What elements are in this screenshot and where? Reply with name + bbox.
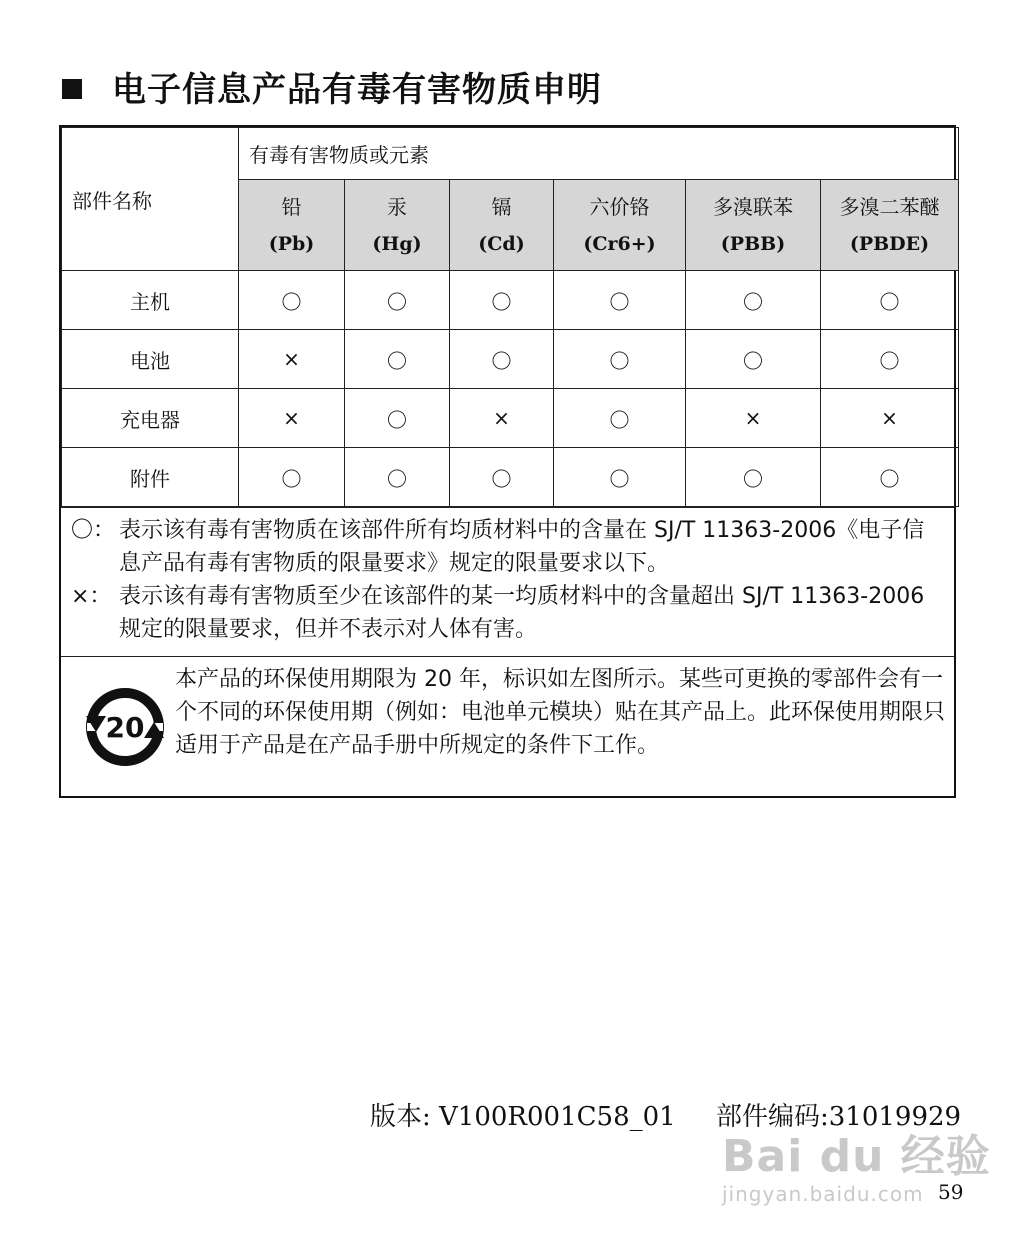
heading-text: 电子信息产品有毒有害物质申明 xyxy=(112,70,602,110)
status-mark: 〇 xyxy=(554,448,686,507)
table-row xyxy=(62,448,959,507)
version-label: 版本: V100R001C58_01 xyxy=(370,1102,676,1132)
status-mark: 〇 xyxy=(554,330,686,389)
substance-header: 汞 (Hg) xyxy=(345,180,450,271)
status-mark: 〇 xyxy=(450,448,554,507)
part-name-cell: 电池 xyxy=(62,330,239,389)
legend-symbol: 〇： xyxy=(71,518,116,543)
status-mark: 〇 xyxy=(345,389,450,448)
part-name-cell: 主机 xyxy=(62,271,239,330)
status-mark: 〇 xyxy=(821,448,959,507)
substance-header: 六价铬 (Cr6+) xyxy=(554,180,686,271)
substance-header: 多溴二苯醚 (PBDE) xyxy=(821,180,959,271)
legend-text: 表示该有毒有害物质至少在该部件的某一均质材料中的含量超出 SJ/T 11363-2006 规定的限量要求，但并不表示对人体有害。 xyxy=(119,584,925,642)
table-row xyxy=(62,389,959,448)
square-bullet-icon xyxy=(62,79,82,99)
env-period-text: 本产品的环保使用期限为 20 年，标识如左图所示。某些可更换的零部件会有一个不同的环保使用期（例如：电池单元模块）贴在其产品上。此环保使用期限只适用于产品是在产品手册中所规定的条件下工作。 xyxy=(175,667,946,758)
status-mark: 〇 xyxy=(554,389,686,448)
environmental-period-section xyxy=(61,656,954,796)
status-mark: 〇 xyxy=(686,271,821,330)
status-mark: 〇 xyxy=(450,330,554,389)
status-mark: 〇 xyxy=(554,271,686,330)
substance-header: 镉 (Cd) xyxy=(450,180,554,271)
status-mark: × xyxy=(821,389,959,448)
table-row xyxy=(62,271,959,330)
status-mark: × xyxy=(686,389,821,448)
page-heading xyxy=(62,62,602,111)
substance-group-header: 有毒有害物质或元素 xyxy=(239,128,959,180)
legend-notes xyxy=(61,507,954,656)
status-mark: 〇 xyxy=(345,448,450,507)
part-number-label: 部件编码:31019929 xyxy=(716,1102,962,1132)
legend-note xyxy=(71,580,946,646)
status-mark: 〇 xyxy=(345,330,450,389)
substance-header: 铅 (Pb) xyxy=(239,180,345,271)
status-mark: × xyxy=(450,389,554,448)
status-mark: 〇 xyxy=(239,448,345,507)
hazardous-substance-sheet xyxy=(59,125,956,798)
page-number: 59 xyxy=(938,1180,964,1204)
status-mark: 〇 xyxy=(239,271,345,330)
status-mark: 〇 xyxy=(345,271,450,330)
status-mark: × xyxy=(239,330,345,389)
table-row xyxy=(62,330,959,389)
watermark-url: jingyan.baidu.com xyxy=(722,1182,924,1206)
status-mark: 〇 xyxy=(821,271,959,330)
part-name-cell: 附件 xyxy=(62,448,239,507)
part-name-header: 部件名称 xyxy=(62,128,239,271)
status-mark: × xyxy=(239,389,345,448)
status-mark: 〇 xyxy=(821,330,959,389)
legend-note xyxy=(71,514,946,580)
status-mark: 〇 xyxy=(686,448,821,507)
legend-symbol: ×： xyxy=(71,584,112,609)
status-mark: 〇 xyxy=(686,330,821,389)
part-name-cell: 充电器 xyxy=(62,389,239,448)
watermark-brand: Bai du 经验 xyxy=(722,1131,991,1182)
substance-table xyxy=(61,127,959,507)
logo-number: 20 xyxy=(105,710,145,744)
substance-header: 多溴联苯 (PBB) xyxy=(686,180,821,271)
legend-text: 表示该有毒有害物质在该部件所有均质材料中的含量在 SJ/T 11363-2006《电子信息产品有毒有害物质的限量要求》规定的限量要求以下。 xyxy=(119,518,925,576)
status-mark: 〇 xyxy=(450,271,554,330)
recycle-20-icon xyxy=(84,686,166,768)
env-period-logo xyxy=(75,663,175,790)
